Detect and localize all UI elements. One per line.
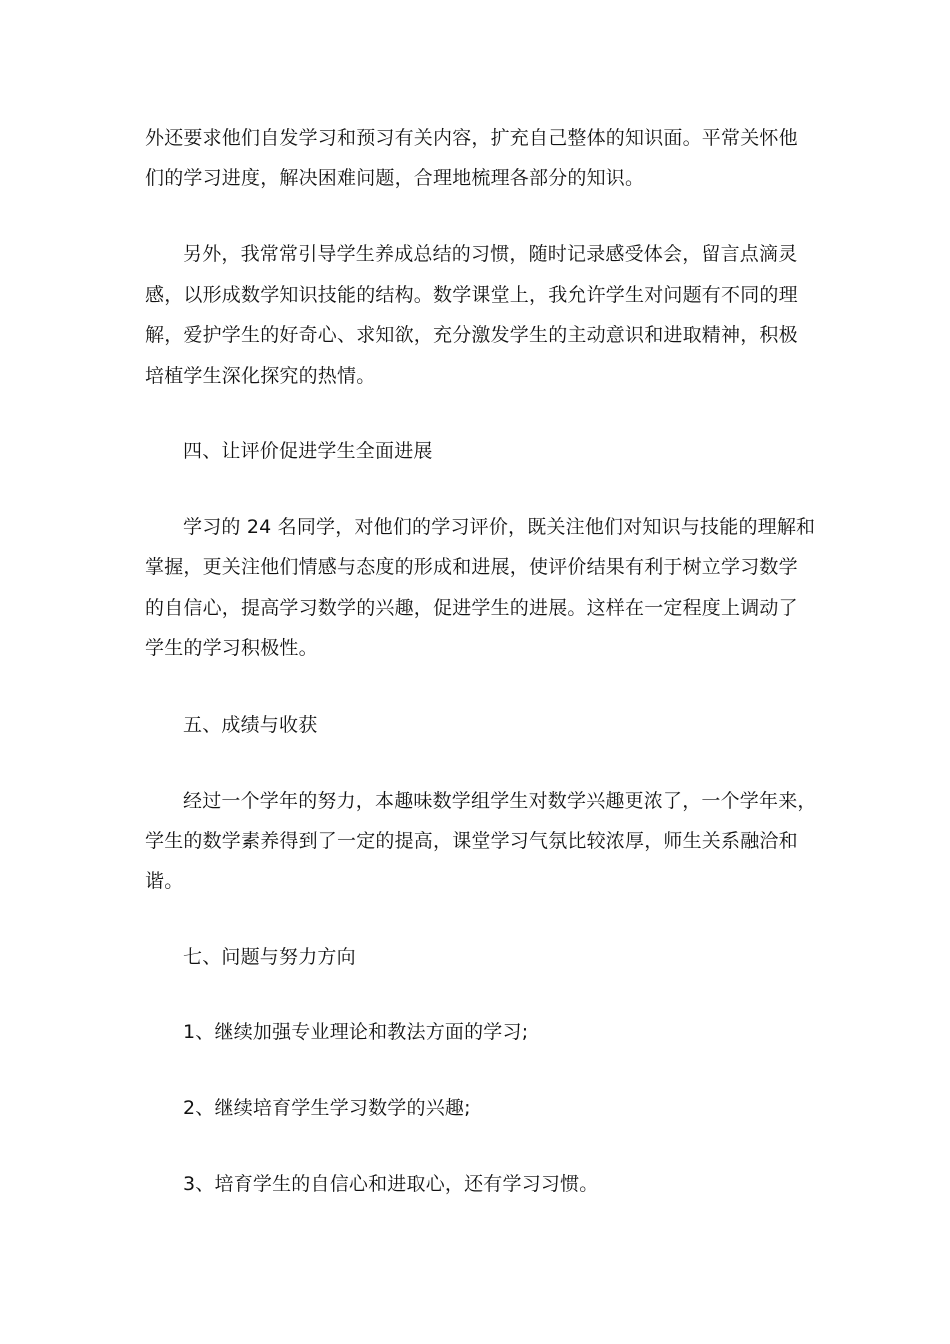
- paragraph-line: 另外，我常常引导学生养成总结的习惯，随时记录感受体会，留言点滴灵: [183, 243, 798, 265]
- paragraph-line: 们的学习进度，解决困难问题，合理地梳理各部分的知识。: [145, 167, 645, 189]
- paragraph-line: 培植学生深化探究的热情。: [145, 365, 376, 387]
- paragraph-line: 的自信心，提高学习数学的兴趣，促进学生的进展。这样在一定程度上调动了: [145, 597, 798, 619]
- paragraph-line: 感，以形成数学知识技能的结构。数学课堂上，我允许学生对问题有不同的理: [145, 284, 798, 306]
- paragraph-line: 谐。: [145, 870, 184, 892]
- paragraph-line: 掌握，更关注他们情感与态度的形成和进展，使评价结果有利于树立学习数学: [145, 556, 798, 578]
- paragraph-line: 解，爱护学生的好奇心、求知欲，充分激发学生的主动意识和进取精神，积极: [145, 324, 798, 346]
- list-item: 3、培育学生的自信心和进取心，还有学习习惯。: [183, 1173, 599, 1195]
- paragraph-line: 经过一个学年的努力，本趣味数学组学生对数学兴趣更浓了，一个学年来，: [183, 790, 817, 812]
- paragraph-line: 学习的 24 名同学，对他们的学习评价，既关注他们对知识与技能的理解和: [183, 516, 816, 538]
- paragraph-line: 外还要求他们自发学习和预习有关内容，扩充自己整体的知识面。平常关怀他: [145, 127, 798, 149]
- paragraph-line: 学生的数学素养得到了一定的提高，课堂学习气氛比较浓厚，师生关系融洽和: [145, 830, 798, 852]
- list-item: 2、继续培育学生学习数学的兴趣;: [183, 1097, 471, 1119]
- section-heading: 七、问题与努力方向: [183, 946, 356, 968]
- section-heading: 四、让评价促进学生全面进展: [183, 440, 433, 462]
- list-item: 1、继续加强专业理论和教法方面的学习;: [183, 1021, 529, 1043]
- paragraph-line: 学生的学习积极性。: [145, 637, 318, 659]
- section-heading: 五、成绩与收获: [183, 714, 318, 736]
